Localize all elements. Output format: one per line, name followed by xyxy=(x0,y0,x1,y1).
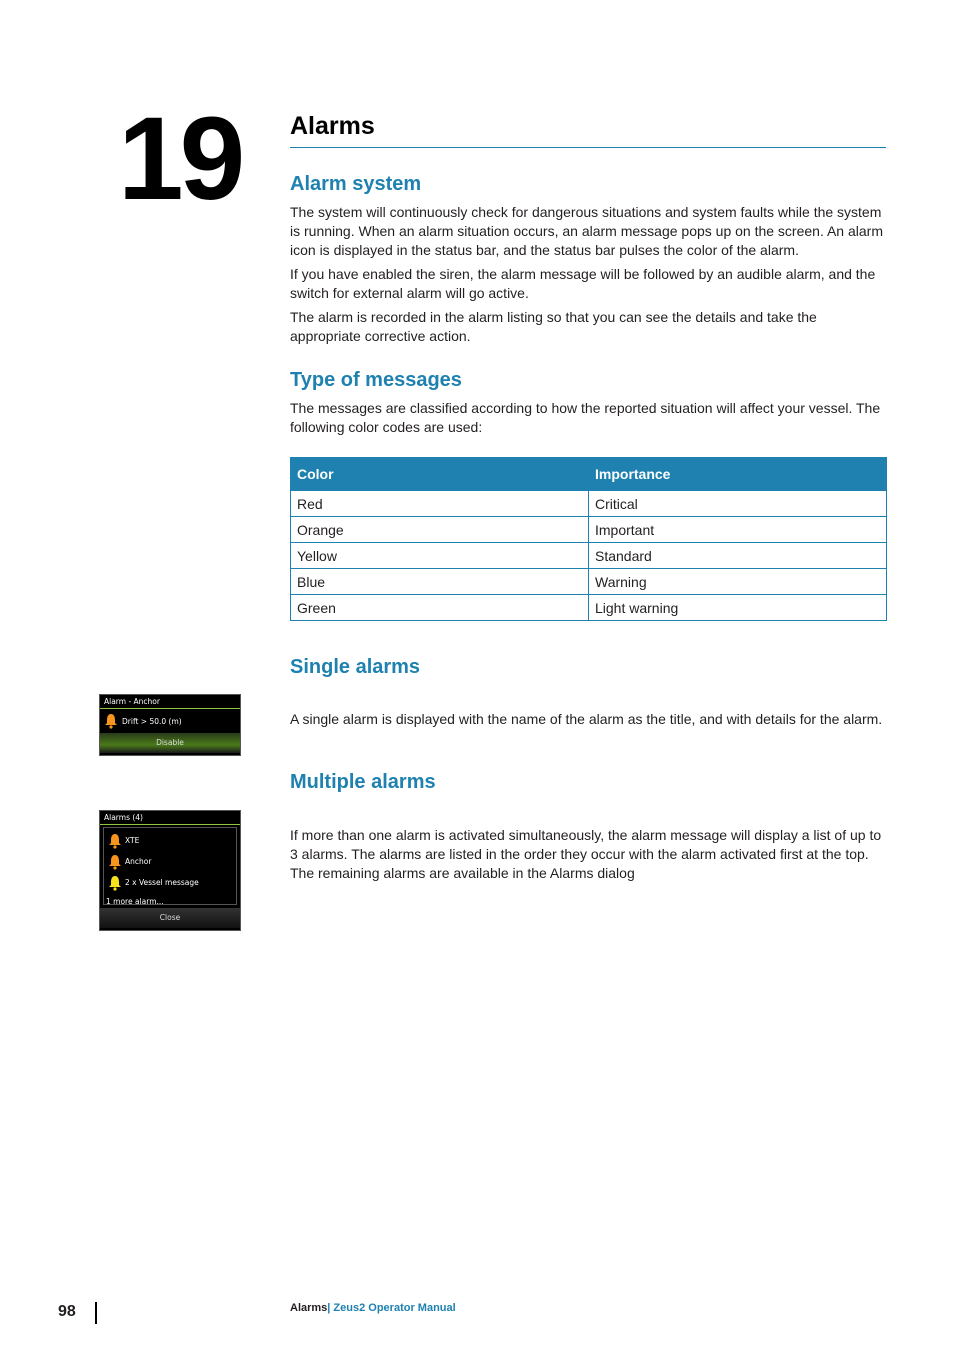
table-cell-color: Blue xyxy=(291,569,589,595)
multiple-alarms-title: Alarms (4) xyxy=(100,811,240,825)
table-row xyxy=(291,517,887,543)
multiple-alarms-screenshot xyxy=(99,810,241,931)
alarm-system-paragraph-2: If you have enabled the siren, the alarm message will be followed by an audible alarm, and the switch for external alarm will go active. xyxy=(290,266,876,301)
table-cell-importance: Warning xyxy=(589,569,887,595)
bell-icon xyxy=(108,833,122,849)
table-cell-color: Yellow xyxy=(291,543,589,569)
table-row xyxy=(291,569,887,595)
single-alarm-title: Alarm - Anchor xyxy=(100,695,240,709)
alarm-system-paragraph-3: The alarm is recorded in the alarm listing so that you can see the details and take the appropriate corrective action. xyxy=(290,309,817,344)
list-item[interactable] xyxy=(104,851,236,872)
table-header-row xyxy=(291,458,887,491)
table-cell-importance: Critical xyxy=(589,491,887,517)
alarm-item-label: XTE xyxy=(125,836,140,845)
table-cell-importance: Important xyxy=(589,517,887,543)
alarm-system-paragraph-1: The system will continuously check for dangerous situations and system faults while the system is running. When an alarm situation occurs, an alarm message pops up on the screen. An alarm icon is displayed in the status bar, and the status bar pulses the color of the alarm. xyxy=(290,204,883,258)
table-header-color: Color xyxy=(291,458,589,491)
footer-divider xyxy=(95,1302,97,1324)
bell-icon xyxy=(108,854,122,870)
single-alarms-heading: Single alarms xyxy=(290,656,421,678)
multiple-alarms-paragraph: If more than one alarm is activated simultaneously, the alarm message will display a list of up to 3 alarms. The alarms are listed in the order they occur with the alarm activated first at the top. The remaining alarms are available in the Alarms dialog xyxy=(290,827,882,881)
table-cell-color: Red xyxy=(291,491,589,517)
chapter-title: Alarms xyxy=(290,112,375,140)
table-cell-color: Green xyxy=(291,595,589,621)
alarm-list xyxy=(103,827,237,905)
table-cell-color: Orange xyxy=(291,517,589,543)
chapter-number: 19 xyxy=(118,93,242,225)
table-cell-importance: Standard xyxy=(589,543,887,569)
alarm-system-heading: Alarm system xyxy=(290,173,422,195)
multiple-alarms-heading: Multiple alarms xyxy=(290,771,436,793)
single-alarm-detail: Drift > 50.0 (m) xyxy=(122,716,182,726)
alarm-item-label: Anchor xyxy=(125,857,152,866)
type-of-messages-paragraph: The messages are classified according to how the reported situation will affect your vessel. The following color codes are used: xyxy=(290,400,881,435)
table-cell-importance: Light warning xyxy=(589,595,887,621)
disable-button[interactable]: Disable xyxy=(100,733,240,753)
table-row xyxy=(291,543,887,569)
alarm-item-label: 2 x Vessel message xyxy=(125,878,199,887)
table-row xyxy=(291,595,887,621)
page-number: 98 xyxy=(58,1303,76,1320)
single-alarm-item xyxy=(100,709,240,733)
color-codes-table xyxy=(290,457,887,621)
chapter-rule xyxy=(290,147,886,148)
table-row xyxy=(291,491,887,517)
type-of-messages-heading: Type of messages xyxy=(290,369,462,391)
single-alarm-screenshot xyxy=(99,694,241,756)
list-item[interactable] xyxy=(104,872,236,893)
bell-icon xyxy=(104,713,118,729)
footer-section: Alarms xyxy=(290,1302,328,1314)
footer-manual-title: | Zeus2 Operator Manual xyxy=(327,1302,456,1314)
more-alarms-link[interactable]: 1 more alarm... xyxy=(106,897,164,906)
footer-running-title xyxy=(290,1302,456,1314)
list-item[interactable] xyxy=(104,830,236,851)
table-header-importance: Importance xyxy=(589,458,887,491)
close-button[interactable]: Close xyxy=(100,908,240,928)
bell-icon xyxy=(108,875,122,891)
single-alarms-paragraph: A single alarm is displayed with the name of the alarm as the title, and with details for the alarm. xyxy=(290,711,883,727)
